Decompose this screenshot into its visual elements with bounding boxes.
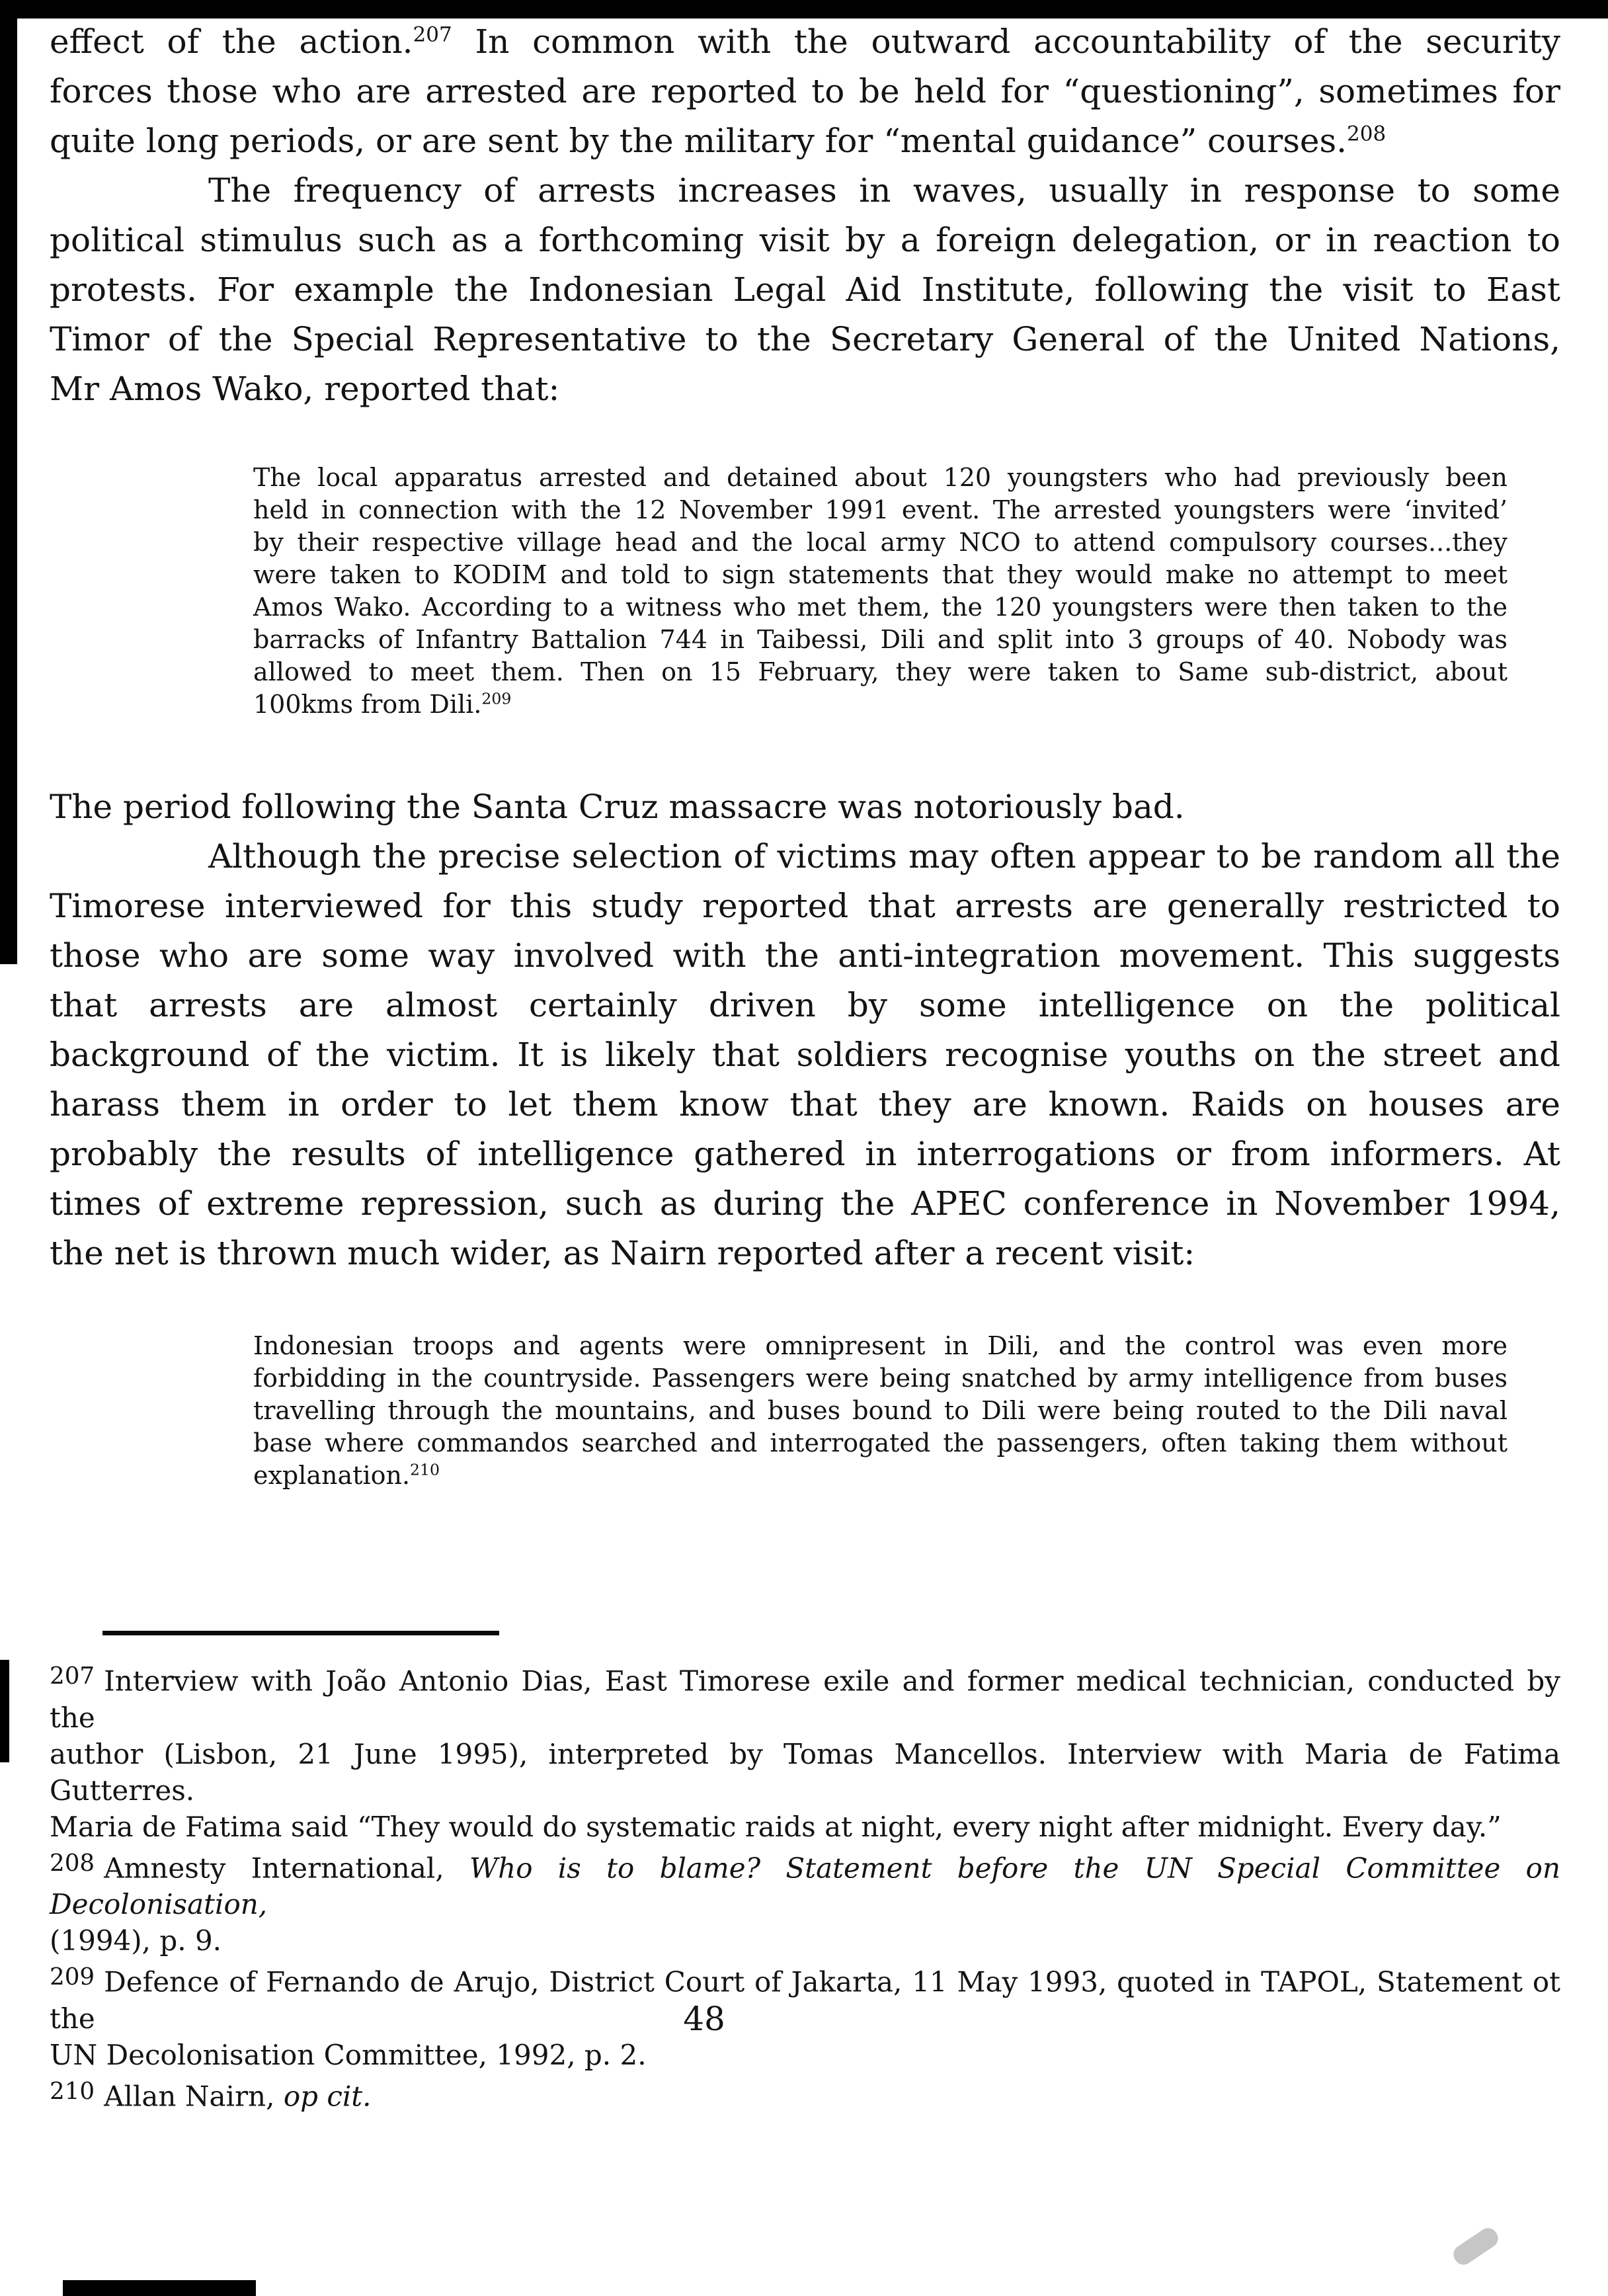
- quote-text: 100kms from Dili.: [253, 690, 482, 719]
- footnote-line: Maria de Fatima said “They would do systematic raids at night, every night after midnight. Every day.”: [50, 1810, 1502, 1843]
- paragraph-2: [50, 166, 1560, 414]
- footnote-text: Defence of Fernando de Arujo, District Court of Jakarta, 11 May 1993, quoted in TAPOL, Statement ot the: [50, 1966, 1560, 2035]
- body-text: In common with the outward accountability of the security: [452, 22, 1560, 61]
- body-line: times of extreme repression, such as during the APEC conference in November 1994,: [50, 1184, 1560, 1223]
- paragraph-4: [50, 832, 1560, 1278]
- body-line: [50, 17, 1560, 67]
- footnote-line: (1994), p. 9.: [50, 1924, 222, 1957]
- quote-line: allowed to meet them. Then on 15 February, they were taken to Same sub-district, about: [253, 657, 1508, 686]
- footnote-marker-207: 207: [50, 1662, 95, 1690]
- body-line: that arrests are almost certainly driven by some intelligence on the political: [50, 986, 1560, 1024]
- quote-line: held in connection with the 12 November 1991 event. The arrested youngsters were ‘invited’: [253, 495, 1508, 524]
- quote-line: base where commandos searched and interrogated the passengers, often taking them without: [253, 1428, 1508, 1457]
- scan-artifact-left-bar: [0, 0, 17, 964]
- quote-text: explanation.: [253, 1461, 411, 1490]
- footnotes: [50, 1658, 1560, 2115]
- quote-line: by their respective village head and the local army NCO to attend compulsory courses...they: [253, 528, 1508, 557]
- body-line: [50, 116, 1560, 166]
- footnote-marker-209: 209: [50, 1963, 95, 1991]
- body-line: forces those who are arrested are reported to be held for “questioning”, sometimes for: [50, 72, 1560, 110]
- quote-line: barracks of Infantry Battalion 744 in Taibessi, Dili and split into 3 groups of 40. Nobody was: [253, 625, 1508, 654]
- footnote-separator: [102, 1631, 499, 1635]
- footnote-title-italic: Who is to blame? Statement before the UN Special Committee on Decolonisation,: [50, 1852, 1561, 1921]
- footnote-ref-208: 208: [1347, 122, 1387, 146]
- body-line: the net is thrown much wider, as Nairn reported after a recent visit:: [50, 1234, 1195, 1272]
- body-line: political stimulus such as a forthcoming visit by a foreign delegation, or in reaction to: [50, 221, 1560, 259]
- footnote-ref-207: 207: [413, 22, 452, 47]
- footnote-line: [50, 1959, 1560, 2037]
- body-line: Mr Amos Wako, reported that:: [50, 370, 560, 408]
- footnote-ref-209: 209: [481, 689, 512, 708]
- scan-artifact-left-tick: [0, 1660, 9, 1762]
- body-line: probably the results of intelligence gathered in interrogations or from informers. At: [50, 1135, 1560, 1173]
- footnote-marker-208: 208: [50, 1849, 95, 1877]
- body-line: Timor of the Special Representative to the Secretary General of the United Nations,: [50, 320, 1560, 358]
- quote-line: Indonesian troops and agents were omnipresent in Dili, and the control was even more: [253, 1331, 1508, 1360]
- footnote-text: Allan Nairn,: [104, 2080, 284, 2113]
- body-line: harass them in order to let them know that they are known. Raids on houses are: [50, 1085, 1560, 1124]
- quote-line: The local apparatus arrested and detained about 120 youngsters who had previously been: [253, 463, 1508, 492]
- quote-line: [253, 688, 1508, 721]
- footnote-text: Amnesty International,: [104, 1852, 469, 1885]
- body-line: Although the precise selection of victims may often appear to be random all the: [208, 837, 1560, 876]
- footnote-text: Interview with João Antonio Dias, East Timorese exile and former medical technician, conducted by the: [50, 1664, 1560, 1734]
- quote-line: were taken to KODIM and told to sign statements that they would make no attempt to meet: [253, 560, 1508, 589]
- scan-artifact-top-bar: [0, 0, 1608, 19]
- paragraph-3: [50, 782, 1560, 832]
- body-line: Timorese interviewed for this study reported that arrests are generally restricted to: [50, 887, 1560, 925]
- quote-line: travelling through the mountains, and buses bound to Dili were being routed to the Dili naval: [253, 1396, 1508, 1425]
- footnote-ref-210: 210: [410, 1460, 440, 1479]
- footnote-opcit-italic: op cit.: [283, 2080, 372, 2113]
- footnote-line: [50, 1845, 1560, 1923]
- body-line: The frequency of arrests increases in waves, usually in response to some: [208, 171, 1560, 210]
- blockquote-1: [253, 462, 1508, 721]
- page-number: 48: [683, 2000, 725, 2038]
- body-line: The period following the Santa Cruz massacre was notoriously bad.: [50, 788, 1185, 826]
- blockquote-2: [253, 1330, 1508, 1492]
- footnote-line: author (Lisbon, 21 June 1995), interpreted by Tomas Mancellos. Interview with Maria de Fatima Gutterres.: [50, 1737, 1560, 1807]
- body-text: effect of the action.: [50, 22, 413, 61]
- quote-line: [253, 1459, 1508, 1492]
- quote-line: forbidding in the countryside. Passengers were being snatched by army intelligence from buses: [253, 1364, 1508, 1393]
- footnote-line: [50, 2073, 1560, 2115]
- body-line: those who are some way involved with the anti-integration movement. This suggests: [50, 936, 1560, 975]
- footnote-marker-210: 210: [50, 2078, 95, 2106]
- body-line: background of the victim. It is likely that soldiers recognise youths on the street and: [50, 1036, 1560, 1074]
- paragraph-1: [50, 17, 1560, 166]
- body-text: quite long periods, or are sent by the military for “mental guidance” courses.: [50, 122, 1347, 160]
- scan-artifact-bottom-right-smudge: [1450, 2225, 1502, 2268]
- footnote-line: [50, 1658, 1560, 1736]
- scan-artifact-bottom-left-bar: [63, 2280, 256, 2296]
- quote-line: Amos Wako. According to a witness who met them, the 120 youngsters were then taken to the: [253, 593, 1508, 622]
- footnote-line: UN Decolonisation Committee, 1992, p. 2.: [50, 2039, 647, 2072]
- body-line: protests. For example the Indonesian Legal Aid Institute, following the visit to East: [50, 270, 1560, 309]
